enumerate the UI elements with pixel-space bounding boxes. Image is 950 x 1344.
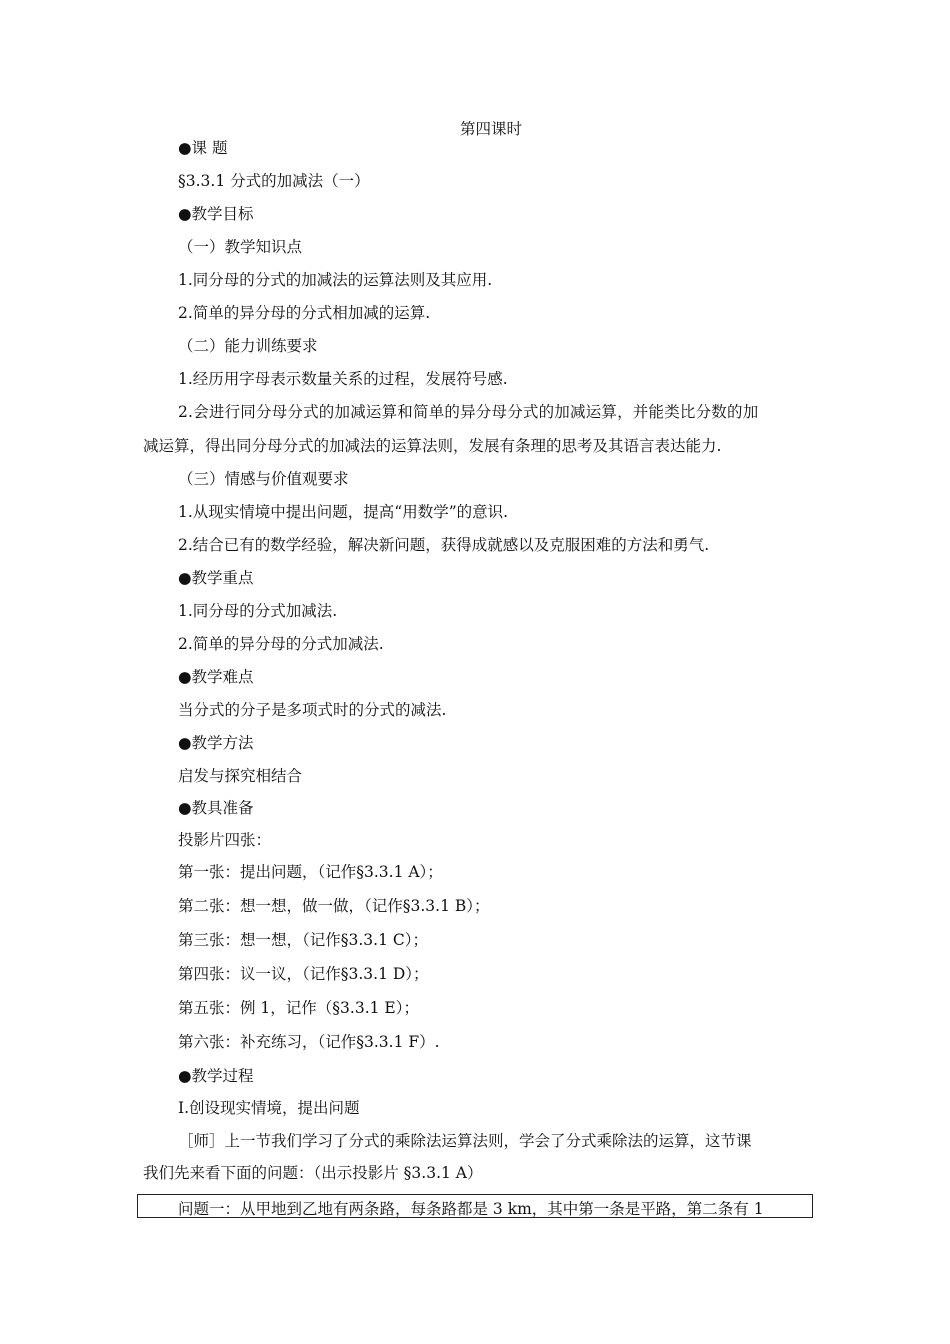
text-line: 减运算，得出同分母分式的加减法的运算法则，发展有条理的思考及其语言表达能力.: [143, 437, 722, 455]
text-line: 当分式的分子是多项式时的分式的减法.: [178, 701, 447, 719]
section-title: §3.3.1 分式的加减法（一）: [178, 172, 370, 190]
text-line: 第二张：想一想，做一做，（记作§3.3.1 B）；: [178, 897, 490, 915]
text-line: 2.会进行同分母分式的加减运算和简单的异分母分式的加减运算，并能类比分数的加: [178, 403, 759, 421]
text-line: 1.同分母的分式的加减法的运算法则及其应用.: [178, 271, 493, 289]
text-line: 2.简单的异分母的分式相加减的运算.: [178, 304, 431, 322]
heading-methods: ●教学方法: [178, 734, 254, 752]
text-line: 1.从现实情境中提出问题，提高“用数学”的意识.: [178, 503, 509, 521]
heading-process: ●教学过程: [178, 1067, 254, 1085]
text-line: Ⅰ.创设现实情境，提出问题: [178, 1099, 360, 1117]
heading-difficulties: ●教学难点: [178, 668, 254, 686]
text-line: 1.经历用字母表示数量关系的过程，发展符号感.: [178, 370, 508, 388]
heading-materials: ●教具准备: [178, 799, 254, 817]
text-line: 启发与探究相结合: [178, 767, 303, 785]
heading-key-points: ●教学重点: [178, 569, 254, 587]
text-line: 1.同分母的分式加减法.: [178, 602, 338, 620]
text-line: 第三张：想一想，（记作§3.3.1 C）；: [178, 931, 428, 949]
text-line: 第五张：例 1，记作（§3.3.1 E）；: [178, 999, 419, 1017]
text-line: 第一张：提出问题，（记作§3.3.1 A）；: [178, 863, 443, 881]
text-line: 我们先来看下面的问题：（出示投影片 §3.3.1 A）: [143, 1164, 483, 1182]
text-line: 2.结合已有的数学经验，解决新问题，获得成就感以及克服困难的方法和勇气.: [178, 536, 710, 554]
problem-box: [137, 1194, 813, 1218]
heading-topic: ●课 题: [178, 139, 228, 157]
text-line: 第四张：议一议，（记作§3.3.1 D）；: [178, 965, 429, 983]
subheading-ability: （二）能力训练要求: [178, 337, 318, 355]
problem-text: 问题一：从甲地到乙地有两条路，每条路都是 3 km，其中第一条是平路，第二条有 1: [178, 1200, 764, 1218]
text-line: ［师］上一节我们学习了分式的乘除法运算法则，学会了分式乘除法的运算，这节课: [178, 1132, 752, 1150]
text-line: 投影片四张：: [178, 831, 272, 849]
text-line: 第六张：补充练习，（记作§3.3.1 F）.: [178, 1033, 440, 1051]
page-title: 第四课时: [459, 120, 522, 138]
subheading-attitude: （三）情感与价值观要求: [178, 470, 349, 488]
subheading-knowledge: （一）教学知识点: [178, 238, 303, 256]
heading-objectives: ●教学目标: [178, 205, 254, 223]
text-line: 2.简单的异分母的分式加减法.: [178, 635, 384, 653]
